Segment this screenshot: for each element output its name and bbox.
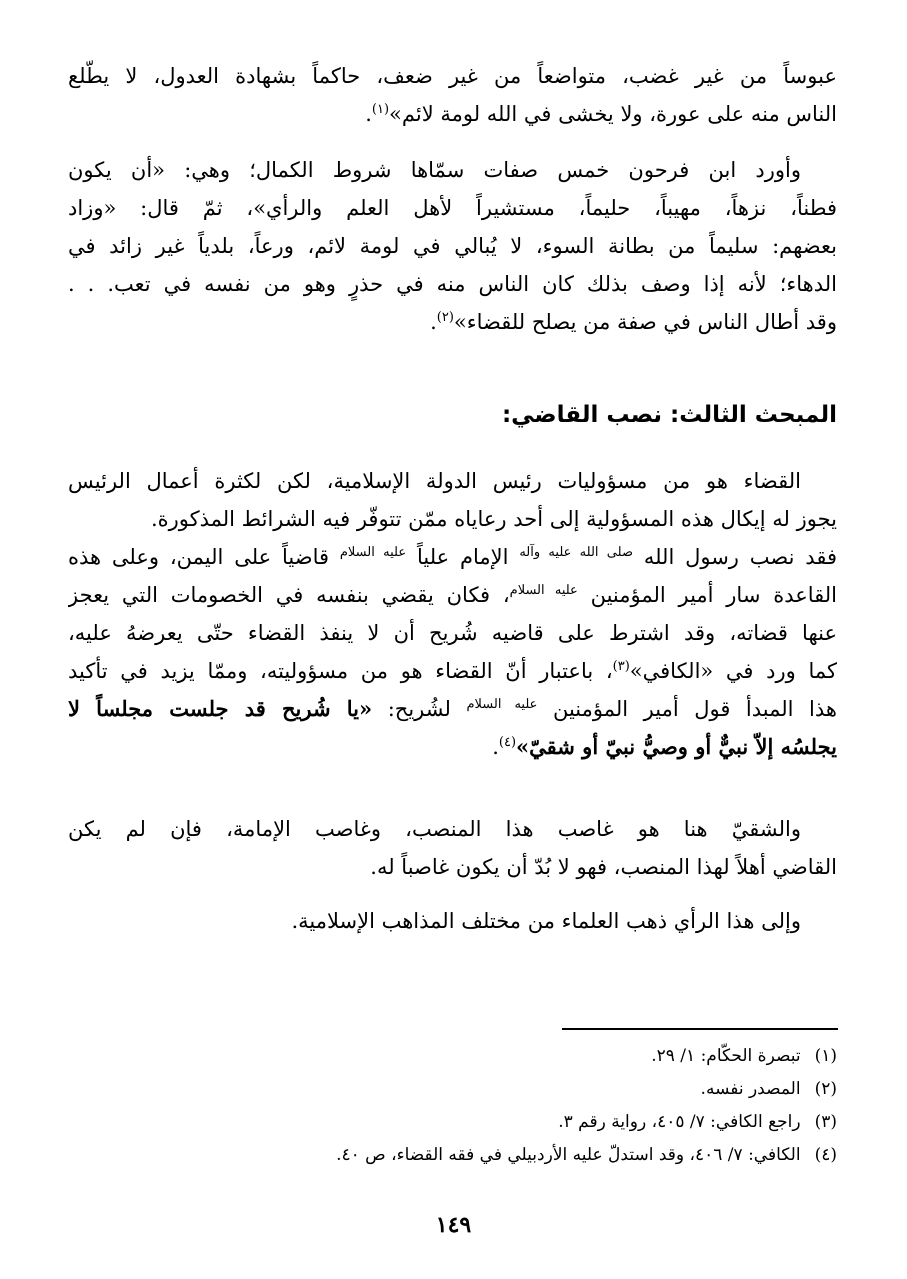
text-line: وإلى هذا الرأي ذهب العلماء من مختلف المذاهب الإسلامية. (291, 909, 801, 933)
text-span: فقد نصب رسول الله (643, 545, 837, 569)
footnote-number: (٢) (814, 1079, 837, 1099)
page-number: ١٤٩ (435, 1212, 472, 1238)
footnote (70, 1106, 837, 1139)
footnote (70, 1073, 837, 1106)
text-span: وقد أطال الناس في صفة من يصلح للقضاء» (453, 310, 837, 334)
text-line: عنها قضاته، وقد اشترط على قاضيه شُريح أن لا ينفذ القضاء حتّى يعرضهُ عليه، (68, 621, 837, 645)
footnote-separator (562, 1028, 838, 1030)
text-line: يجوز له إيكال هذه المسؤولية إلى أحد رعاياه ممّن تتوفّر فيه الشرائط المذكورة. (150, 507, 837, 531)
text-span: القاعدة سار أمير المؤمنين (590, 583, 837, 607)
footnote (70, 1139, 837, 1172)
text-span: قاضياً على اليمن، وعلى هذه (68, 545, 330, 569)
footnote-number: (٣) (814, 1112, 837, 1132)
text-line: بعضهم: سليماً من بطانة السوء، لا يُبالي في لومة لائم، ورعاً، بلدياً غير زائد في (68, 234, 837, 258)
honorific-glyph: صلى الله عليه وآله (519, 545, 633, 560)
text-span: ، فكان يقضي بنفسه في الخصومات التي يعجز (68, 583, 510, 607)
text-line (68, 576, 837, 614)
footnote-text: المصدر نفسه. (700, 1079, 801, 1099)
footnote-text: راجع الكافي: ٧/ ٤٠٥، رواية رقم ٣. (558, 1112, 801, 1132)
text-line: الناس منه على عورة، ولا يخشى في الله لومة لائم»$^{(١)}$. (365, 102, 837, 126)
footnote-ref: (١) (371, 102, 390, 117)
paragraph-1 (68, 57, 837, 133)
footnote-ref: (٤) (498, 735, 517, 750)
honorific-glyph: عليه السلام (339, 545, 407, 560)
quote-text: يجلسُه إلاّ نبيٌّ أو وصيُّ نبيّ أو شقيّ» (516, 734, 837, 759)
text-line: القضاء هو من مسؤوليات رئيس الدولة الإسلامية، لكن لكثرة أعمال الرئيس (68, 469, 801, 493)
text-span: الناس منه على عورة، ولا يخشى في الله لومة لائم» (389, 102, 837, 126)
honorific-glyph: عليه السلام (509, 583, 578, 598)
quote-text: «يا شُريح قد جلست مجلساً لا (68, 696, 373, 721)
text-line (68, 538, 837, 576)
footnote-text: الكافي: ٧/ ٤٠٦، وقد استدلّ عليه الأردبيلي في فقه القضاء، ص ٤٠. (336, 1145, 801, 1165)
section-heading: المبحث الثالث: نصب القاضي: (501, 402, 837, 428)
footnote (70, 1040, 837, 1073)
honorific-glyph: عليه السلام (466, 697, 538, 712)
text-line: وقد أطال الناس في صفة من يصلح للقضاء»$^{(٢)}$. (430, 310, 837, 334)
text-line (68, 652, 837, 690)
text-line: الدهاء؛ لأنه إذا وصف بذلك كان الناس منه في حذرٍ وهو من نفسه في تعب. . . (68, 272, 837, 296)
paragraph-5 (68, 902, 837, 940)
text-line: عبوساً من غير غضب، متواضعاً من غير ضعف، حاكماً بشهادة العدول، لا يطّلع (68, 64, 837, 88)
paragraph-2 (68, 151, 837, 341)
footnote-text: تبصرة الحكّام: ١/ ٢٩. (651, 1046, 801, 1066)
text-line: يجلسُه إلاّ نبيٌّ أو وصيُّ نبيّ أو شقيّ»$^{(٤)}$. (492, 734, 837, 759)
text-line: والشقيّ هنا هو غاصب هذا المنصب، وغاصب الإمامة، فإن لم يكن (68, 817, 801, 841)
text-line: وأورد ابن فرحون خمس صفات سمّاها شروط الكمال؛ وهي: «أن يكون (68, 158, 801, 182)
footnote-number: (٤) (814, 1145, 837, 1165)
text-span: ، باعتبار أنّ القضاء هو من مسؤوليته، وممّا يزيد في تأكيد (68, 659, 613, 683)
text-span: الإمام علياً (416, 545, 509, 569)
text-line (68, 690, 837, 728)
text-span: كما ورد في «الكافي» (629, 659, 837, 683)
footnotes (70, 1040, 837, 1172)
text-line: القاضي أهلاً لهذا المنصب، فهو لا بُدّ أن يكون غاصباً له. (370, 855, 837, 879)
paragraph-3 (68, 462, 837, 766)
text-line: فطناً، نزهاً، مهيباً، حليماً، مستشيراً لأهل العلم والرأي»، ثمّ قال: «وزاد (68, 196, 837, 220)
footnote-ref: (٢) (436, 310, 454, 325)
text-span: لشُريح: (387, 697, 451, 721)
text-span: هذا المبدأ قول أمير المؤمنين (552, 697, 837, 721)
footnote-number: (١) (814, 1046, 837, 1066)
footnote-ref: (٣) (612, 659, 630, 674)
paragraph-4 (68, 810, 837, 886)
